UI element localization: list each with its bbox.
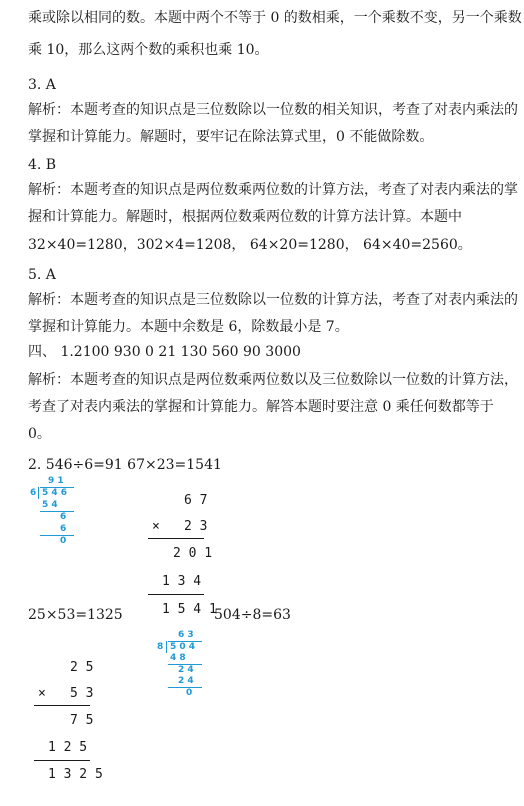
mul1-partial-2: 1 3 4 [162, 574, 202, 589]
text-line: 乘或除以相同的数。本题中两个不等于 0 的数相乘，一个乘数不变，另一个乘数 [28, 10, 522, 26]
analysis-4: 解析：本题考查的知识点是两位数乘两位数的计算方法，考查了对表内乘法的掌 [28, 182, 518, 198]
text-line: 乘 10，那么这两个数的乘积也乘 10。 [28, 42, 269, 58]
div1-dividend: 5 4 6 [42, 488, 68, 498]
div2-divisor: 8 [157, 642, 164, 652]
mul1-multiplier: 2 3 [184, 519, 208, 534]
mul2-partial-2: 1 2 5 [48, 740, 88, 755]
analysis-5-cont: 掌握和计算能力。本题中余数是 6，除数最小是 7。 [28, 319, 349, 335]
mul2-multiplier: 5 3 [70, 686, 94, 701]
mul2-product: 1 3 2 5 [48, 767, 103, 782]
analysis-5: 解析：本题考查的知识点是三位数除以一位数的计算方法，考查了对表内乘法的 [28, 292, 518, 308]
div2-step: 2 4 [178, 665, 194, 675]
div1-divisor: 6 [30, 488, 37, 498]
div2-dividend: 5 0 4 [170, 642, 196, 652]
mul1-product: 1 5 4 1 [162, 602, 217, 617]
section-4-answers: 四、 1.2100 930 0 21 130 560 90 3000 [28, 344, 301, 360]
mul2-multiplicand: 2 5 [70, 660, 94, 675]
analysis-3: 解析：本题考查的知识点是三位数除以一位数的相关知识，考查了对表内乘法的 [28, 102, 518, 118]
div1-quotient: 9 1 [48, 476, 64, 486]
answer-4: 4. B [28, 157, 57, 173]
equation-25x53: 25×53=1325 [28, 607, 123, 623]
div2-quotient: 6 3 [178, 630, 194, 640]
div1-remainder: 0 [60, 536, 67, 546]
analysis-4-cont: 握和计算能力。解题时，根据两位数乘两位数的计算方法计算。本题中 [28, 209, 462, 225]
mul2-operator: × [38, 686, 46, 701]
div2-step: 4 8 [170, 653, 186, 663]
answer-5: 5. A [28, 267, 56, 283]
answer-3: 3. A [28, 77, 56, 93]
analysis-section-4-cont: 考查了对表内乘法的掌握和计算能力。解答本题时要注意 0 乘任何数都等于 [28, 399, 494, 415]
equation-504div8: 504÷8=63 [214, 607, 291, 623]
div2-step: 2 4 [178, 676, 194, 686]
analysis-4-calcs: 32×40=1280，302×4=1208， 64×20=1280， 64×40=2560。 [28, 237, 472, 253]
div1-step: 6 [60, 524, 67, 534]
mul2-partial-1: 7 5 [70, 713, 94, 728]
analysis-section-4-end: 0。 [28, 426, 51, 442]
equations-row: 2. 546÷6=91 67×23=1541 [28, 457, 222, 473]
analysis-3-cont: 掌握和计算能力。解题时，要牢记在除法算式里，0 不能做除数。 [28, 129, 434, 145]
div1-step: 5 4 [42, 500, 58, 510]
mul1-partial-1: 2 0 1 [173, 546, 213, 561]
div1-step: 6 [60, 512, 67, 522]
analysis-section-4: 解析：本题考查的知识点是两位数乘两位数以及三位数除以一位数的计算方法， [28, 372, 518, 388]
mul1-operator: × [152, 519, 160, 534]
mul1-multiplicand: 6 7 [184, 493, 208, 508]
div2-remainder: 0 [186, 688, 193, 698]
